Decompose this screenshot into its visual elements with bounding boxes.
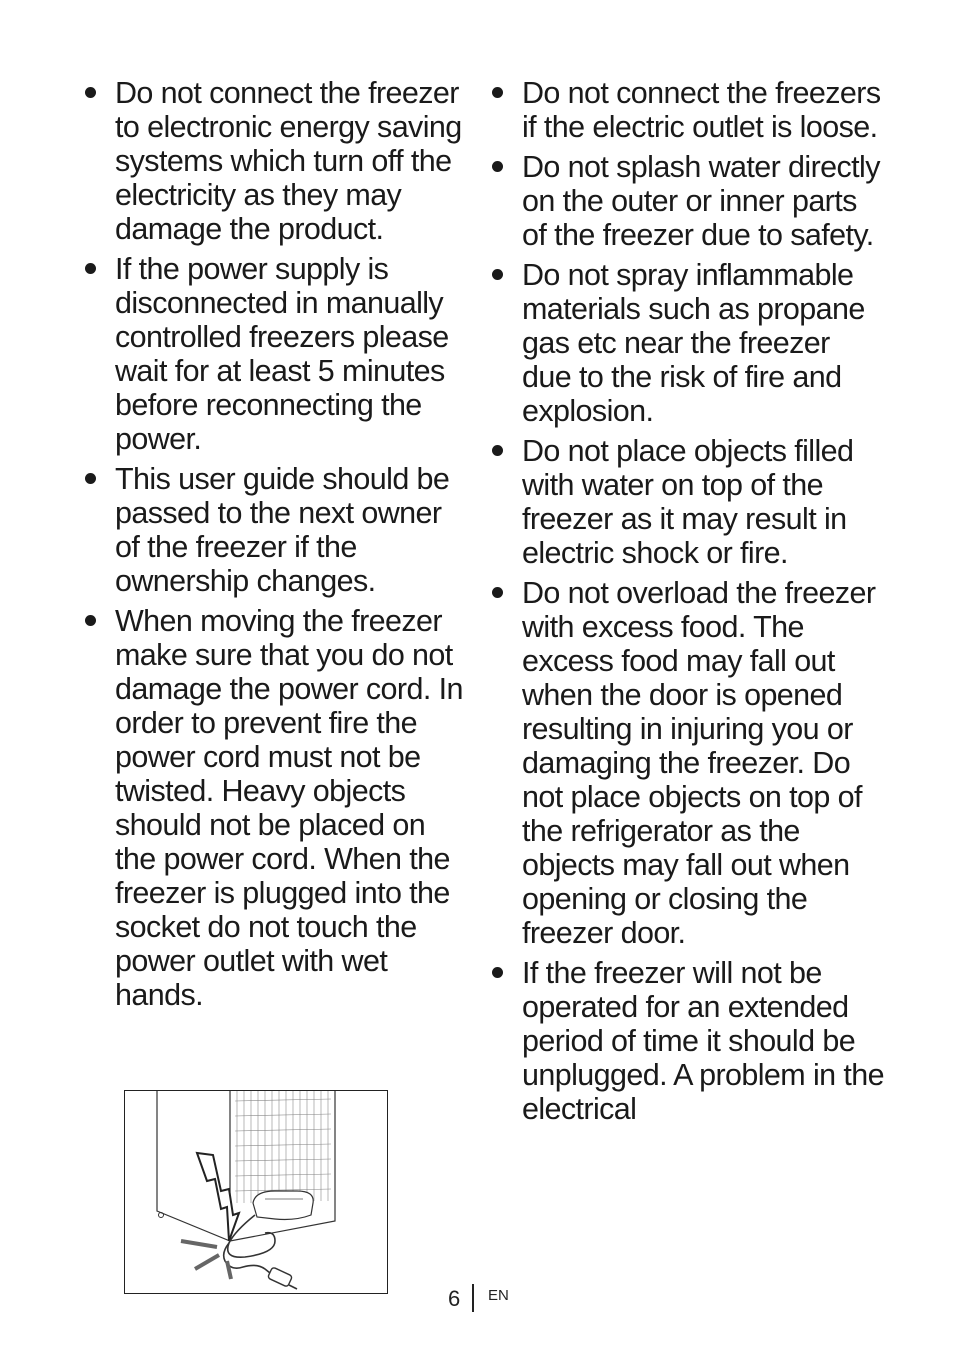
page-footer [0,1284,954,1314]
list-item-text: Do not place objects filled with water on top of the freezer as it may result in electric shock or fire. [522,434,854,570]
right-column [491,76,886,1132]
list-item-text: Do not spray inflammable materials such as propane gas etc near the freezer due to the risk of fire and explosion. [522,258,865,428]
list-item [491,956,886,1126]
left-bullet-list [84,76,470,1012]
freezer-power-cord-illustration [124,1090,388,1294]
list-item [491,258,886,428]
list-item-text: When moving the freezer make sure that you do not damage the power cord. In order to prevent fire the power cord must not be twisted. Heavy objects should not be placed on the power cord. When the freezer is plugged into the socket do not touch the power outlet with wet hands. [115,604,463,1012]
list-item-text: If the power supply is disconnected in manually controlled freezers please wait for at least 5 minutes before reconnecting the power. [115,252,449,456]
list-item-text: If the freezer will not be operated for an extended period of time it should be unplugged. A problem in the electrical [522,956,884,1126]
left-column [84,76,470,1018]
bullet-icon [492,445,503,456]
right-bullet-list [491,76,886,1126]
footer-divider [472,1284,474,1312]
bullet-icon [492,587,503,598]
list-item-text: Do not splash water directly on the outer or inner parts of the freezer due to safety. [522,150,880,252]
list-item-text: Do not connect the freezer to electronic energy saving systems which turn off the electricity as they may damage the product. [115,76,462,246]
bullet-icon [85,473,96,484]
bullet-icon [492,269,503,280]
bullet-icon [85,87,96,98]
bullet-icon [492,87,503,98]
list-item [491,76,886,144]
list-item [84,462,470,598]
list-item [84,252,470,456]
list-item [491,434,886,570]
list-item [84,76,470,246]
list-item-text: Do not overload the freezer with excess food. The excess food may fall out when the door is opened resulting in injuring you or damaging the freezer. Do not place objects on top of the refrigerator as the objects may fall out when opening or closing the freezer door. [522,576,876,950]
bullet-icon [85,263,96,274]
list-item [84,604,470,1012]
bullet-icon [492,161,503,172]
page-number: 6 [448,1286,461,1311]
bullet-icon [492,967,503,978]
list-item [491,150,886,252]
bullet-icon [85,615,96,626]
list-item-text: Do not connect the freezers if the electric outlet is loose. [522,76,881,144]
list-item-text: This user guide should be passed to the next owner of the freezer if the ownership changes. [115,462,450,598]
freezer-power-cord-warning-icon [125,1091,386,1292]
list-item [491,576,886,950]
language-code: EN [488,1287,509,1304]
